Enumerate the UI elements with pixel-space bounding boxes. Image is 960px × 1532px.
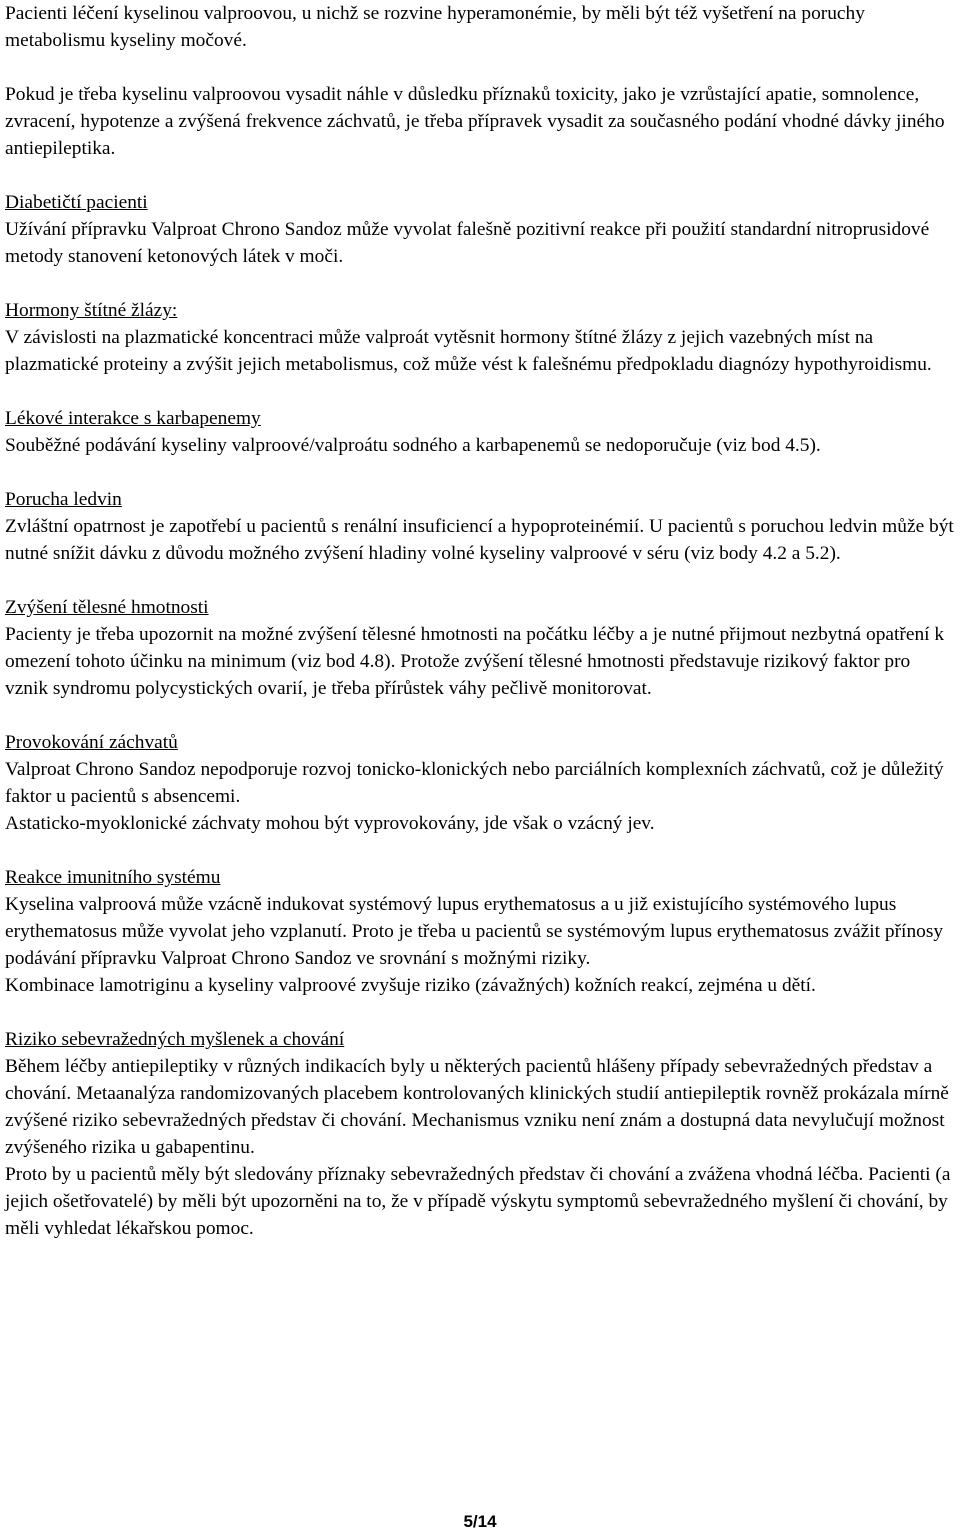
section-heading: Reakce imunitního systému: [5, 867, 221, 888]
section-paragraph: Astaticko-myoklonické záchvaty mohou být vyprovokovány, jde však o vzácný jev.: [5, 813, 655, 834]
section-immune-reactions: [5, 864, 955, 999]
section-diabetic-patients: [5, 189, 955, 270]
section-paragraph: Souběžné podávání kyseliny valproové/valproátu sodného a karbapenemů se nedoporučuje (viz bod 4.5).: [5, 435, 821, 456]
intro-paragraph-2: Pokud je třeba kyselinu valproovou vysadit náhle v důsledku příznaků toxicity, jako je vzrůstající apatie, somnolence, zvracení, hypotenze a zvýšená frekvence záchvatů, je třeba přípravek vysadit za současného podání vhodné dávky jiného antiepileptika.: [5, 84, 945, 159]
section-heading: Hormony štítné žlázy:: [5, 300, 178, 321]
section-heading: Porucha ledvin: [5, 489, 122, 510]
intro-paragraph-1: Pacienti léčení kyselinou valproovou, u nichž se rozvine hyperamonémie, by měli být též vyšetření na poruchy metabolismu kyseliny močové.: [5, 3, 865, 51]
section-paragraph: Valproat Chrono Sandoz nepodporuje rozvoj tonicko-klonických nebo parciálních komplexních záchvatů, což je důležitý faktor u pacientů s absencemi.: [5, 759, 944, 807]
section-paragraph: Během léčby antiepileptiky v různých indikacích byly u některých pacientů hlášeny případy sebevražedných představ a chování. Metaanalýza randomizovaných placebem kontrolovaných klinických studií antiepileptik rovněž prokázala mírně zvýšené riziko sebevražedných představ či chování. Mechanismus vzniku není znám a dostupná data nevylučují možnost zvýšeného rizika u gabapentinu.: [5, 1056, 949, 1158]
section-heading: Zvýšení tělesné hmotnosti: [5, 597, 209, 618]
section-paragraph: Pacienty je třeba upozornit na možné zvýšení tělesné hmotnosti na počátku léčby a je nutné přijmout nezbytná opatření k omezení tohoto účinku na minimum (viz bod 4.8). Protože zvýšení tělesné hmotnosti představuje rizikový faktor pro vznik syndromu polycystických ovarií, je třeba přírůstek váhy pečlivě monitorovat.: [5, 624, 945, 699]
page-number: 5/14: [463, 1512, 497, 1531]
section-heading: Provokování záchvatů: [5, 732, 178, 753]
section-heading: Diabetičtí pacienti: [5, 192, 148, 213]
section-paragraph: Kyselina valproová může vzácně indukovat systémový lupus erythematosus a u již existujícího systémového lupus erythematosus může vyvolat jeho vzplanutí. Proto je třeba u pacientů se systémovým lupus erythematosus zvážit přínosy podávání přípravku Valproat Chrono Sandoz ve srovnání s možnými riziky.: [5, 894, 944, 969]
section-paragraph: Proto by u pacientů měly být sledovány příznaky sebevražedných představ či chování a zvážena vhodná léčba. Pacienti (a jejich ošetřovatelé) by měli být upozorněni na to, že v případě výskytu symptomů sebevražedného myšlení či chování, by měli vyhledat lékařskou pomoc.: [5, 1164, 951, 1239]
section-paragraph: Užívání přípravku Valproat Chrono Sandoz může vyvolat falešně pozitivní reakce při použití standardní nitroprusidové metody stanovení ketonových látek v moči.: [5, 219, 930, 267]
section-thyroid-hormones: [5, 297, 955, 378]
section-carbapenem-interactions: [5, 405, 955, 459]
section-paragraph: Kombinace lamotriginu a kyseliny valproové zvyšuje riziko (závažných) kožních reakcí, zejména u dětí.: [5, 975, 816, 996]
section-heading: Lékové interakce s karbapenemy: [5, 408, 261, 429]
section-paragraph: V závislosti na plazmatické koncentraci může valproát vytěsnit hormony štítné žlázy z jejich vazebných míst na plazmatické proteiny a zvýšit jejich metabolismus, což může vést k falešnému předpokladu diagnózy hypothyroidismu.: [5, 327, 932, 375]
section-suicidal-risk: [5, 1026, 955, 1242]
section-weight-gain: [5, 594, 955, 702]
section-paragraph: Zvláštní opatrnost je zapotřebí u pacientů s renální insuficiencí a hypoproteinémií. U pacientů s poruchou ledvin může být nutné snížit dávku z důvodu možného zvýšení hladiny volné kyseliny valproové v séru (viz body 4.2 a 5.2).: [5, 516, 954, 564]
section-heading: Riziko sebevražedných myšlenek a chování: [5, 1029, 345, 1050]
section-seizure-provocation: [5, 729, 955, 837]
document-page: [5, 0, 955, 1269]
section-kidney-disorder: [5, 486, 955, 567]
